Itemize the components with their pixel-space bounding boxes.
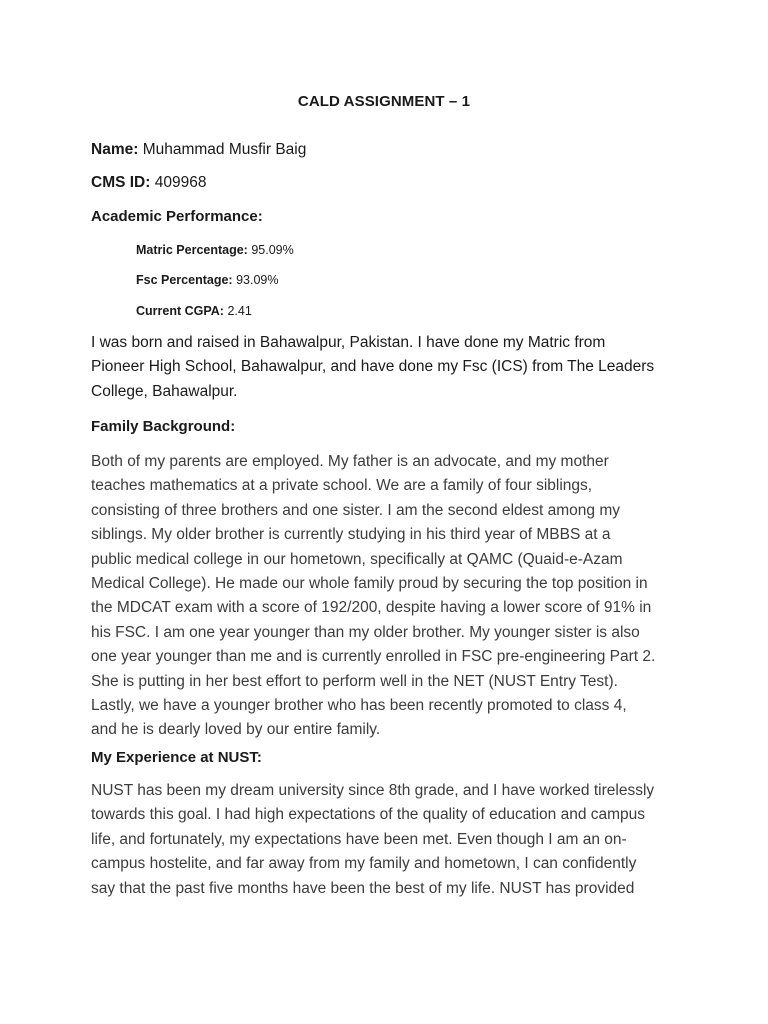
name-value: Muhammad Musfir Baig — [142, 141, 307, 158]
cms-id-label: CMS ID: — [91, 174, 151, 191]
family-line: siblings. My older brother is currently studying in his third year of MBBS at a — [91, 526, 611, 544]
cms-id-value: 409968 — [154, 174, 207, 191]
intro-line: I was born and raised in Bahawalpur, Pakistan. I have done my Matric from — [91, 334, 606, 351]
family-line: teaches mathematics at a private school. We are a family of four siblings, — [91, 477, 593, 495]
cgpa-label: Current CGPA: — [136, 304, 224, 318]
nust-line: campus hostelite, and far away from my family and hometown, I can confidently — [91, 855, 637, 873]
family-line: Both of my parents are employed. My father is an advocate, and my mother — [91, 453, 609, 470]
document-title: CALD ASSIGNMENT – 1 — [297, 93, 471, 110]
intro-line: College, Bahawalpur. — [91, 382, 238, 400]
nust-line: say that the past five months have been the best of my life. NUST has provided — [91, 879, 635, 897]
nust-line: NUST has been my dream university since 8th grade, and I have worked tirelessly — [91, 782, 655, 799]
matric-value: 95.09% — [251, 243, 294, 257]
family-line: She is putting in her best effort to perform well in the NET (NUST Entry Test). — [91, 672, 618, 690]
nust-line: towards this goal. I had high expectations of the quality of education and campus — [91, 806, 646, 824]
fsc-value: 93.09% — [236, 273, 279, 287]
family-line: and he is dearly loved by our entire family. — [91, 721, 381, 739]
family-line: Medical College). He made our whole family proud by securing the top position in — [91, 575, 648, 593]
intro-line: Pioneer High School, Bahawalpur, and have done my Fsc (ICS) from The Leaders — [91, 358, 655, 376]
academic-performance-heading: Academic Performance: — [91, 208, 263, 225]
nust-paragraph — [91, 779, 691, 901]
family-background-heading: Family Background: — [91, 418, 236, 435]
current-cgpa — [136, 304, 252, 318]
family-line: one year younger than me and is currently enrolled in FSC pre-engineering Part 2. — [91, 648, 656, 666]
name-label: Name: — [91, 141, 139, 158]
nust-experience-heading: My Experience at NUST: — [91, 749, 262, 766]
family-line: the MDCAT exam with a score of 192/200, despite having a lower score of 91% in — [91, 599, 652, 617]
family-paragraph — [91, 450, 691, 743]
family-line: Lastly, we have a younger brother who has been recently promoted to class 4, — [91, 697, 627, 715]
family-line: his FSC. I am one year younger than my older brother. My younger sister is also — [91, 623, 640, 641]
intro-paragraph — [91, 331, 691, 404]
cgpa-value: 2.41 — [227, 304, 252, 318]
name-field — [91, 141, 306, 159]
nust-line: life, and fortunately, my expectations have been met. Even though I am an on- — [91, 830, 627, 848]
family-line: public medical college in our hometown, specifically at QAMC (Quaid-e-Azam — [91, 550, 623, 568]
fsc-label: Fsc Percentage: — [136, 273, 233, 287]
fsc-percentage — [136, 273, 278, 287]
matric-percentage — [136, 243, 294, 257]
family-line: consisting of three brothers and one sister. I am the second eldest among my — [91, 501, 621, 519]
matric-label: Matric Percentage: — [136, 243, 248, 257]
cms-id-field — [91, 174, 206, 192]
